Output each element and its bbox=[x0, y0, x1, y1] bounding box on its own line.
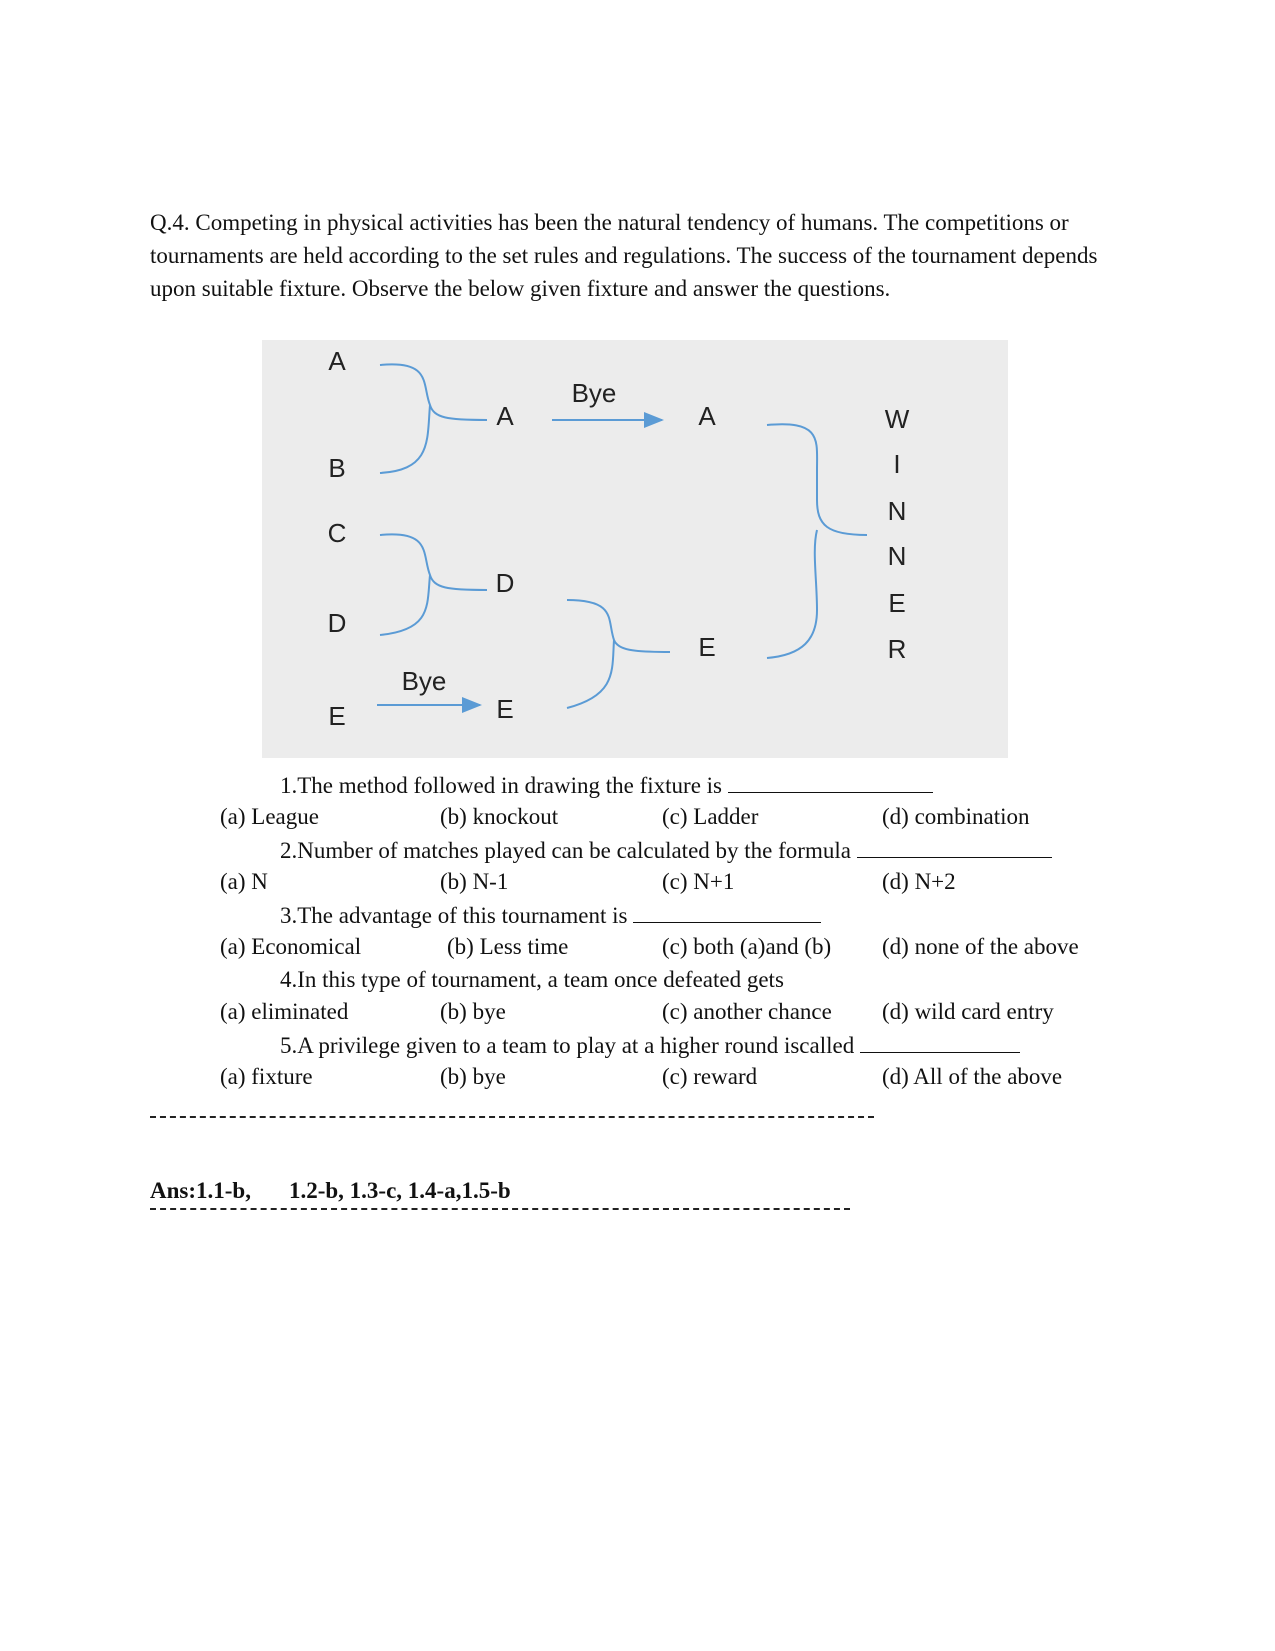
question-3-option-a: (a) Economical bbox=[220, 934, 362, 959]
question-2-option-c: (c) N+1 bbox=[662, 869, 735, 894]
question-2-option-b: (b) N-1 bbox=[440, 869, 509, 894]
winner-letter-6: R bbox=[887, 634, 907, 664]
team-label-d1: D bbox=[327, 608, 347, 638]
question-5-option-b: (b) bye bbox=[440, 1064, 506, 1089]
question-1-stem: 1.The method followed in drawing the fixture is bbox=[280, 770, 933, 801]
winner-letter-3: N bbox=[887, 496, 907, 526]
bye-label-top: Bye bbox=[571, 378, 617, 408]
answer-key bbox=[150, 1178, 511, 1204]
question-2-option-d: (d) N+2 bbox=[882, 869, 956, 894]
question-5-option-c: (c) reward bbox=[662, 1064, 758, 1089]
answer-values: 1.2-b, 1.3-c, 1.4-a,1.5-b bbox=[288, 1178, 511, 1203]
question-1-option-d: (d) combination bbox=[882, 804, 1030, 829]
divider-top bbox=[150, 1116, 874, 1118]
question-4-option-a: (a) eliminated bbox=[220, 999, 349, 1024]
question-3-option-b: (b) Less time bbox=[447, 934, 569, 959]
team-label-b1: B bbox=[328, 453, 346, 483]
winner-letter-1: W bbox=[884, 404, 910, 434]
bracket-c-d bbox=[380, 534, 487, 635]
question-5-option-d: (d) All of the above bbox=[882, 1064, 1063, 1089]
question-1-option-a: (a) League bbox=[220, 804, 319, 829]
question-4-option-c: (c) another chance bbox=[662, 999, 832, 1024]
team-label-e3: E bbox=[698, 632, 716, 662]
question-3-stem: 3.The advantage of this tournament is bbox=[280, 900, 821, 931]
winner-letter-2: I bbox=[893, 449, 901, 479]
question-4-option-d: (d) wild card entry bbox=[882, 999, 1054, 1024]
winner-letter-4: N bbox=[887, 541, 907, 571]
team-label-e1: E bbox=[328, 701, 346, 731]
bye-label-bottom: Bye bbox=[401, 666, 447, 696]
team-label-e2: E bbox=[496, 694, 514, 724]
question-2-stem: 2.Number of matches played can be calculated by the formula bbox=[280, 835, 1052, 866]
bracket-d-e bbox=[567, 600, 670, 708]
divider-bottom bbox=[150, 1208, 850, 1210]
question-5-option-a: (a) fixture bbox=[220, 1064, 313, 1089]
fixture-diagram bbox=[262, 340, 1008, 758]
team-label-c1: C bbox=[327, 518, 347, 548]
team-label-d2: D bbox=[495, 568, 515, 598]
bracket-a-b bbox=[380, 364, 487, 473]
answer-label: Ans:1.1-b, bbox=[150, 1178, 251, 1203]
question-4-stem: 4.In this type of tournament, a team once defeated gets bbox=[280, 967, 784, 992]
question-1-option-c: (c) Ladder bbox=[662, 804, 759, 829]
question-3-option-d: (d) none of the above bbox=[882, 934, 1079, 959]
question-5-stem: 5.A privilege given to a team to play at a higher round iscalled bbox=[280, 1030, 1020, 1061]
question-1-option-b: (b) knockout bbox=[440, 804, 559, 829]
bracket-final bbox=[767, 424, 867, 658]
team-label-a2: A bbox=[496, 401, 514, 431]
question-2-option-a: (a) N bbox=[220, 869, 268, 894]
question-3-option-c: (c) both (a)and (b) bbox=[662, 934, 832, 959]
team-label-a1: A bbox=[328, 346, 346, 376]
question-intro: Q.4. Competing in physical activities has been the natural tendency of humans. The competitions or tournaments are held according to the set rules and regulations. The success of the tournament depends upon suitable fixture. Observe the below given fixture and answer the questions. bbox=[150, 210, 1098, 301]
question-4-option-b: (b) bye bbox=[440, 999, 506, 1024]
winner-letter-5: E bbox=[888, 588, 906, 618]
team-label-a3: A bbox=[698, 401, 716, 431]
